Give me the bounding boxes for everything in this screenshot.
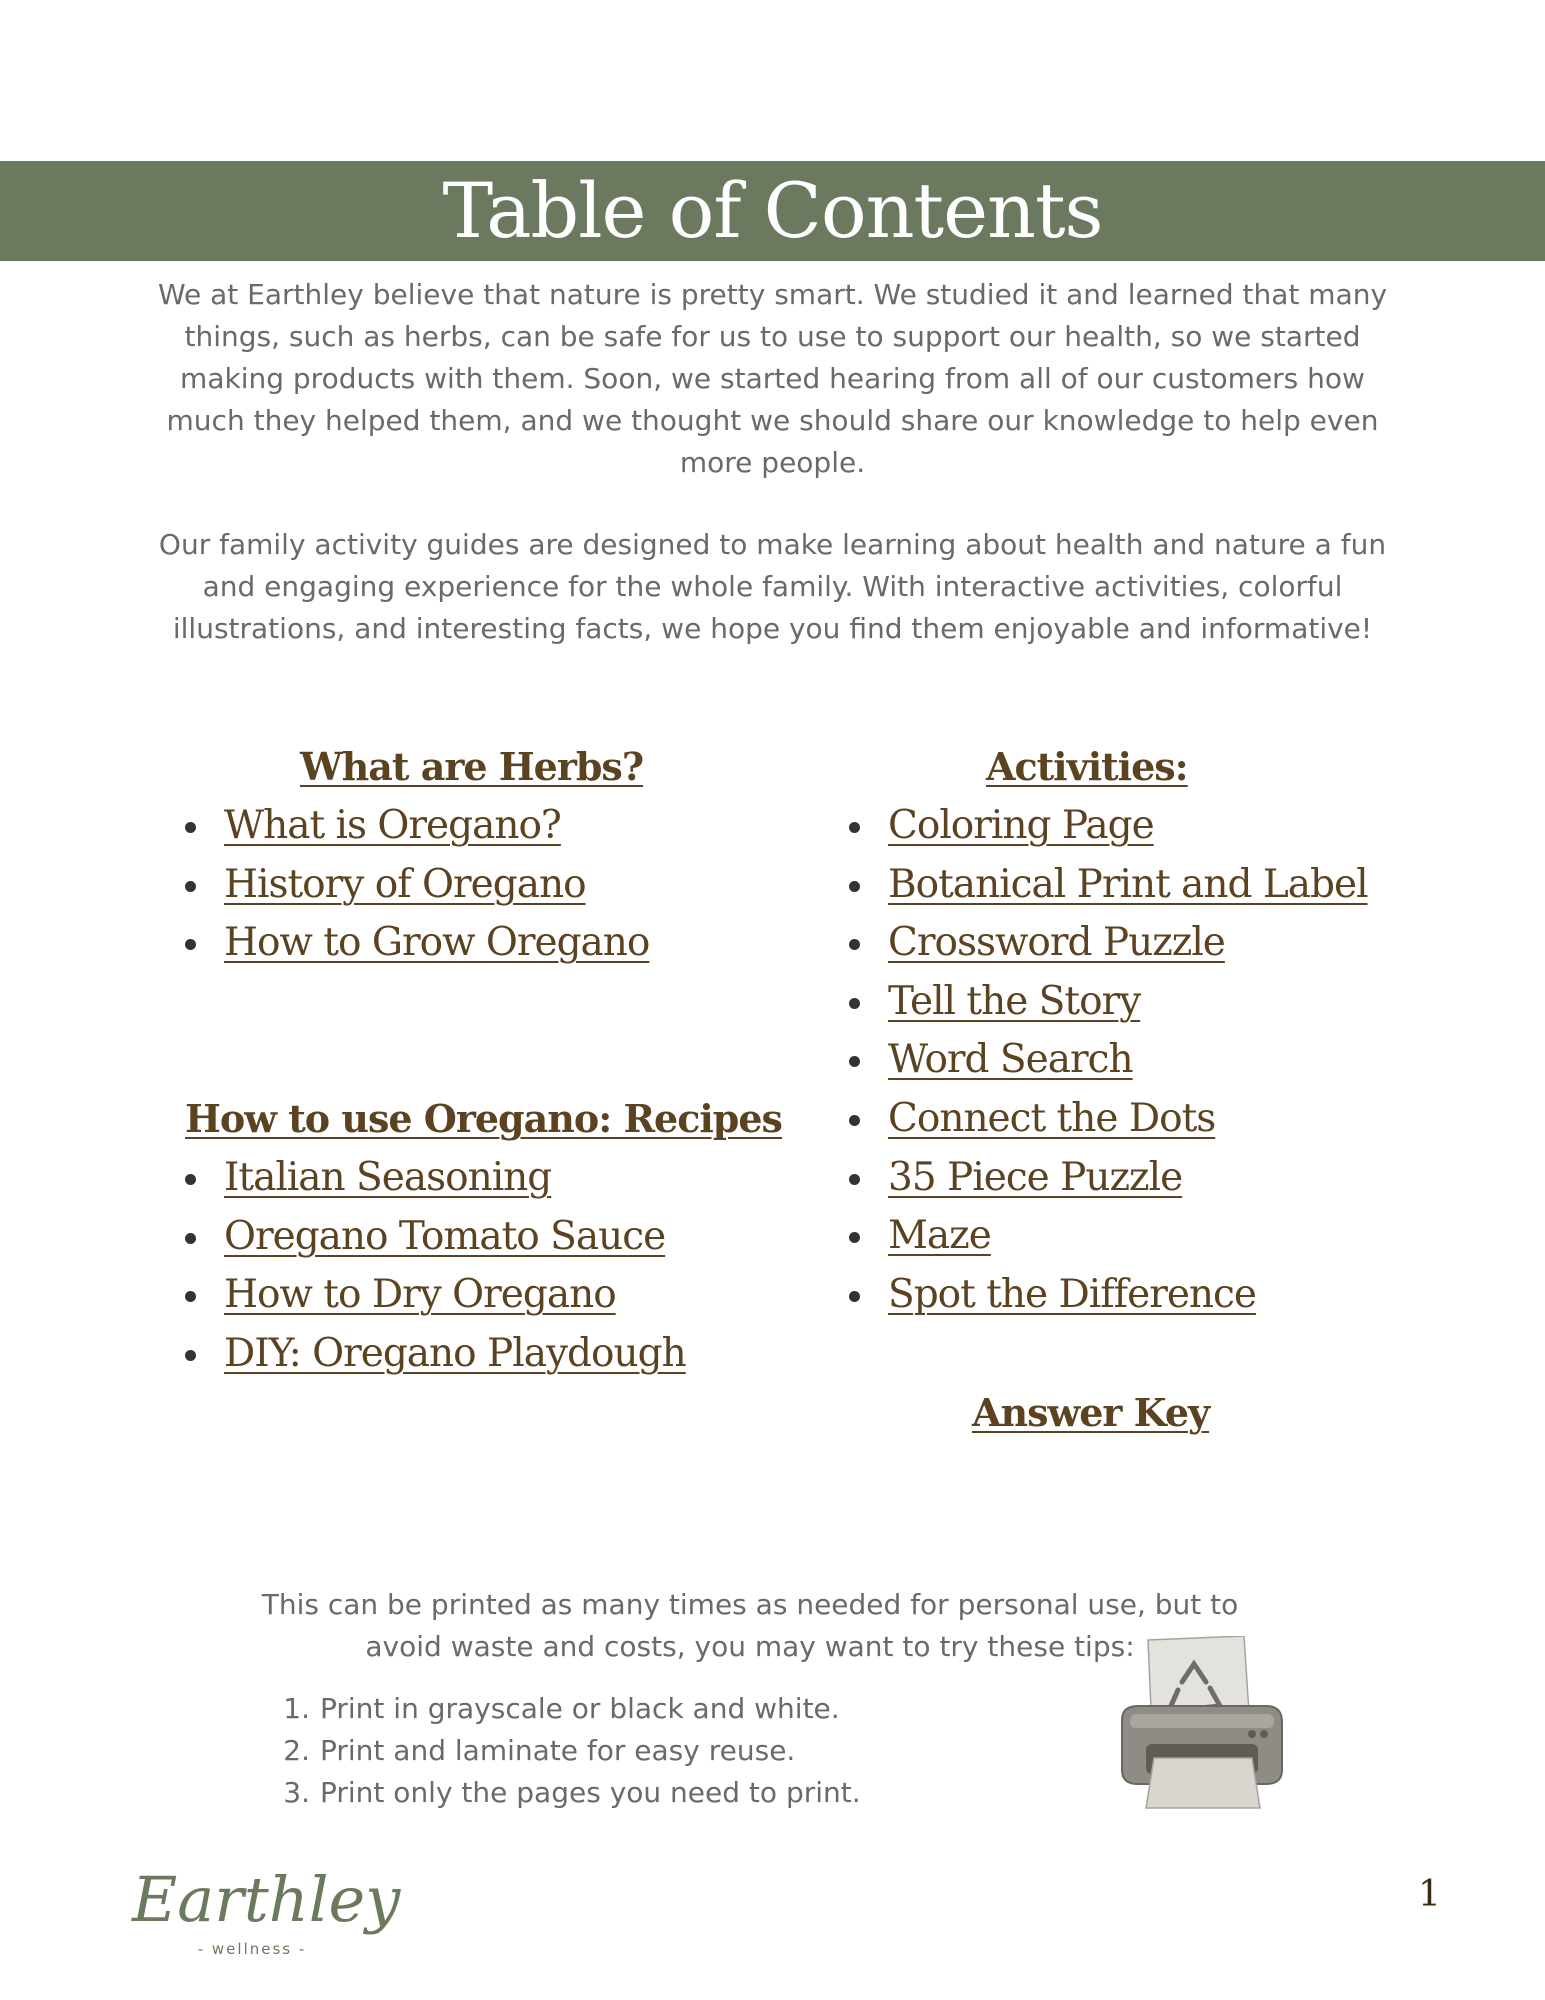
bullet-icon [185,881,196,892]
list-item [182,797,649,856]
heading-activities[interactable] [986,742,1188,792]
list-item [182,914,649,973]
toc-link-connect-the-dots[interactable]: Connect the Dots [888,1095,1216,1141]
toc-link-35-piece-puzzle[interactable]: 35 Piece Puzzle [888,1154,1183,1200]
toc-link-coloring-page[interactable]: Coloring Page [888,803,1154,848]
toc-link-how-to-grow-oregano[interactable]: How to Grow Oregano [224,920,650,966]
list-item [270,1730,861,1772]
earthley-logo [132,1860,401,1970]
printing-tips-intro: This can be printed as many times as needed for personal use, but to avoid waste and costs, you may want to try these tips: [261,1588,1239,1663]
intro-paragraph-1: We at Earthley believe that nature is pretty smart. We studied it and learned that many things, such as herbs, can be safe for us to use to support our health, so we started making products with them. Soon, we started hearing from all of our customers how much they helped them, and we thought we should share our knowledge to help even more people. [157,278,1388,479]
list-item [182,856,649,915]
toc-link-word-search[interactable]: Word Search [888,1037,1133,1083]
title-banner [0,161,1545,261]
list-item [182,1208,686,1267]
printer-icon [1112,1636,1292,1816]
tip-text: Print in grayscale or black and white. [320,1692,840,1725]
toc-list-herbs [182,797,649,973]
list-item [270,1688,861,1730]
list-item [846,1090,1368,1149]
bullet-icon [849,1291,860,1302]
toc-link-how-to-dry-oregano[interactable]: How to Dry Oregano [224,1272,616,1318]
bullet-icon [849,1232,860,1243]
toc-link-diy-oregano-playdough[interactable]: DIY: Oregano Playdough [224,1330,686,1376]
list-item [846,1149,1368,1208]
toc-list-activities [846,797,1368,1324]
bullet-icon [849,998,860,1009]
list-item [846,1207,1368,1266]
heading-activities-link[interactable]: Activities: [986,744,1188,789]
toc-link-oregano-tomato-sauce[interactable]: Oregano Tomato Sauce [224,1213,666,1259]
toc-link-maze[interactable]: Maze [888,1213,991,1259]
bullet-icon [185,939,196,950]
bullet-icon [849,822,860,833]
bullet-icon [849,1174,860,1185]
logo-wordmark: Earthley [132,1863,401,1936]
bullet-icon [849,1056,860,1067]
list-item [846,914,1368,973]
list-item [182,1149,686,1208]
toc-link-what-is-oregano[interactable]: What is Oregano? [224,803,561,848]
bullet-icon [185,1233,196,1244]
heading-what-are-herbs[interactable] [300,742,643,792]
toc-link-crossword-puzzle[interactable]: Crossword Puzzle [888,920,1225,966]
logo-subtitle: - wellness - [197,1940,307,1958]
toc-link-botanical-print[interactable]: Botanical Print and Label [888,861,1368,907]
toc-link-italian-seasoning[interactable]: Italian Seasoning [224,1155,552,1200]
intro-paragraph-2: Our family activity guides are designed to make learning about health and nature a fun and engaging experience for the whole family. With interactive activities, colorful illustrations, and interesting facts, we hope you find them enjoyable and informative! [158,528,1387,645]
tip-number: 1. [283,1692,310,1725]
bullet-icon [185,1291,196,1302]
list-item [846,797,1368,856]
list-item [270,1772,861,1814]
bullet-icon [849,939,860,950]
list-item [846,1031,1368,1090]
heading-recipes[interactable] [185,1094,782,1144]
bullet-icon [849,1115,860,1126]
page-number: 1 [1418,1874,1441,1915]
tip-text: Print and laminate for easy reuse. [320,1734,796,1767]
bullet-icon [849,881,860,892]
answer-key-link[interactable]: Answer Key [972,1390,1210,1435]
tip-number: 3. [283,1776,310,1809]
list-item [846,973,1368,1032]
bullet-icon [185,822,196,833]
list-item [182,1266,686,1325]
toc-link-spot-the-difference[interactable]: Spot the Difference [888,1271,1256,1317]
heading-recipes-link[interactable]: How to use Oregano: Recipes [185,1096,782,1141]
toc-link-history-of-oregano[interactable]: History of Oregano [224,861,586,907]
heading-what-are-herbs-link[interactable]: What are Herbs? [300,744,644,789]
page-title: Table of Contents [442,166,1103,255]
heading-answer-key[interactable] [972,1388,1209,1438]
tip-number: 2. [283,1734,310,1767]
list-item [846,856,1368,915]
list-item [846,1266,1368,1325]
toc-list-recipes [182,1149,686,1383]
bullet-icon [185,1350,196,1361]
tip-text: Print only the pages you need to print. [320,1776,861,1809]
toc-link-tell-the-story[interactable]: Tell the Story [888,978,1141,1024]
list-item [182,1325,686,1384]
bullet-icon [185,1174,196,1185]
printing-tips-list [270,1688,861,1814]
